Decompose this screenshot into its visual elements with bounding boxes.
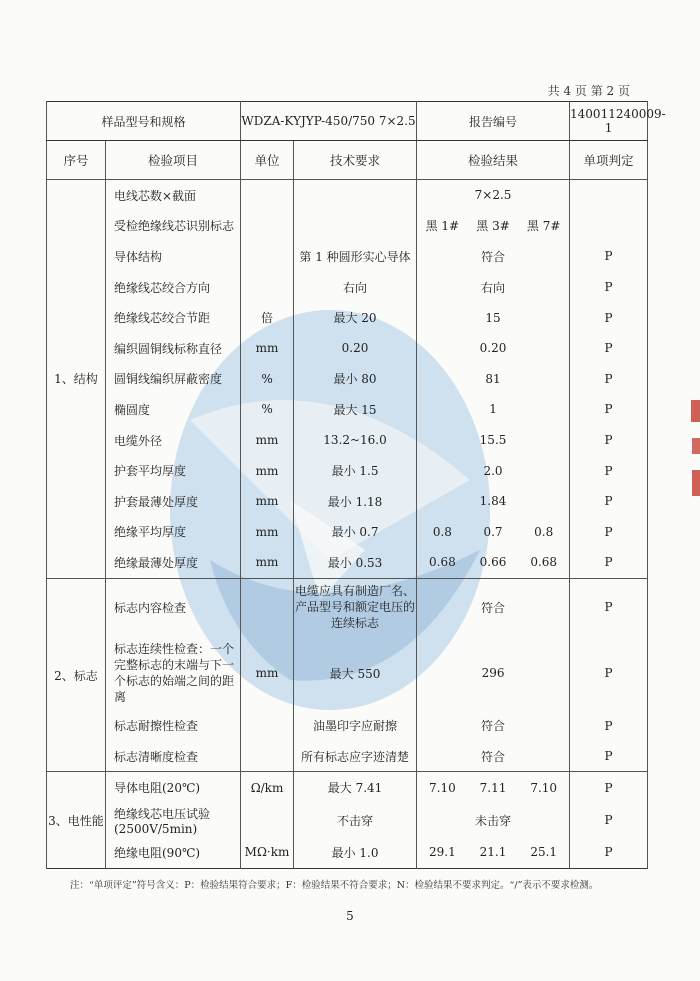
col-item: 检验项目 bbox=[106, 141, 241, 180]
result-value: 黑 3# bbox=[476, 219, 510, 234]
table-row bbox=[47, 803, 648, 837]
unit-cell bbox=[241, 578, 294, 636]
result-cell: 1.84 bbox=[417, 486, 570, 517]
result-value: 黑 1# bbox=[425, 219, 460, 234]
judgement-cell: P bbox=[570, 333, 648, 364]
requirement-cell: 13.2~16.0 bbox=[294, 425, 417, 456]
table-row bbox=[47, 636, 648, 710]
inspection-item: 圆铜线编织屏蔽密度 bbox=[106, 364, 241, 395]
table-row bbox=[47, 302, 648, 333]
inspection-item: 受检绝缘线芯识别标志 bbox=[106, 211, 241, 242]
result-value: 29.1 bbox=[429, 845, 456, 860]
inspection-item: 椭圆度 bbox=[106, 394, 241, 425]
result-cell: 0.20 bbox=[417, 333, 570, 364]
judgement-cell: P bbox=[570, 241, 648, 272]
table-row bbox=[47, 425, 648, 456]
unit-cell bbox=[241, 241, 294, 272]
requirement-cell: 不击穿 bbox=[294, 803, 417, 837]
judgement-cell: P bbox=[570, 517, 648, 548]
unit-cell: mm bbox=[241, 547, 294, 578]
result-cell: 符合 bbox=[417, 710, 570, 741]
unit-cell: mm bbox=[241, 636, 294, 710]
judgement-cell: P bbox=[570, 710, 648, 741]
requirement-cell: 最小 1.5 bbox=[294, 455, 417, 486]
unit-cell: mm bbox=[241, 455, 294, 486]
requirement-cell: 最大 15 bbox=[294, 394, 417, 425]
seal-fragment bbox=[689, 400, 700, 500]
judgement-cell: P bbox=[570, 364, 648, 395]
unit-cell bbox=[241, 272, 294, 303]
result-cell: 符合 bbox=[417, 241, 570, 272]
unit-cell: % bbox=[241, 364, 294, 395]
result-value: 0.68 bbox=[530, 555, 558, 570]
unit-cell: Ω/km bbox=[241, 772, 294, 803]
result-cell: 右向 bbox=[417, 272, 570, 303]
inspection-item: 绝缘线芯绞合方向 bbox=[106, 272, 241, 303]
inspection-item: 绝缘电阻(90℃) bbox=[106, 837, 241, 868]
judgement-cell: P bbox=[570, 425, 648, 456]
section-title: 2、标志 bbox=[47, 578, 106, 772]
requirement-cell: 所有标志应字迹清楚 bbox=[294, 741, 417, 772]
table-row bbox=[47, 333, 648, 364]
table-row bbox=[47, 180, 648, 211]
judgement-cell: P bbox=[570, 837, 648, 868]
table-row bbox=[47, 486, 648, 517]
inspection-item: 标志耐擦性检查 bbox=[106, 710, 241, 741]
requirement-cell bbox=[294, 211, 417, 242]
result-value: 7.11 bbox=[479, 780, 507, 795]
table-row bbox=[47, 272, 648, 303]
inspection-item: 护套最薄处厚度 bbox=[106, 486, 241, 517]
inspection-item: 标志内容检查 bbox=[106, 578, 241, 636]
unit-cell: mm bbox=[241, 517, 294, 548]
requirement-cell: 油墨印字应耐擦 bbox=[294, 710, 417, 741]
table-row bbox=[47, 578, 648, 636]
table-row bbox=[47, 710, 648, 741]
result-cell: 15 bbox=[417, 302, 570, 333]
col-no: 序号 bbox=[47, 141, 106, 180]
requirement-cell: 最小 80 bbox=[294, 364, 417, 395]
footnote: 注：“单项评定”符号含义：P：检验结果符合要求；F：检验结果不符合要求；N：检验结果不要求判定。“/”表示不要求检测。 bbox=[70, 880, 599, 891]
judgement-cell: P bbox=[570, 578, 648, 636]
col-req: 技术要求 bbox=[294, 141, 417, 180]
result-cell: 81 bbox=[417, 364, 570, 395]
result-cell: 296 bbox=[417, 636, 570, 710]
result-cell: 1 bbox=[417, 394, 570, 425]
result-cell: 符合 bbox=[417, 578, 570, 636]
inspection-item: 电线芯数×截面 bbox=[106, 180, 241, 211]
inspection-item: 绝缘线芯电压试验(2500V/5min) bbox=[106, 803, 241, 837]
report-label: 报告编号 bbox=[417, 102, 570, 141]
table-row bbox=[47, 364, 648, 395]
result-cell bbox=[417, 837, 570, 868]
result-value: 21.1 bbox=[479, 845, 507, 860]
col-judge: 单项判定 bbox=[570, 141, 648, 180]
judgement-cell: P bbox=[570, 302, 648, 333]
section-title: 3、电性能 bbox=[47, 772, 106, 868]
model-value: WDZA-KYJYP-450/750 7×2.5 bbox=[241, 102, 417, 141]
requirement-cell: 右向 bbox=[294, 272, 417, 303]
result-cell: 符合 bbox=[417, 741, 570, 772]
result-cell: 2.0 bbox=[417, 455, 570, 486]
unit-cell bbox=[241, 180, 294, 211]
requirement-cell: 最大 550 bbox=[294, 636, 417, 710]
unit-cell bbox=[241, 741, 294, 772]
table-row bbox=[47, 741, 648, 772]
result-cell bbox=[417, 772, 570, 803]
unit-cell: 倍 bbox=[241, 302, 294, 333]
page-info: 共 4 页 第 2 页 bbox=[547, 84, 630, 98]
table-row bbox=[47, 394, 648, 425]
judgement-cell: P bbox=[570, 741, 648, 772]
col-unit: 单位 bbox=[241, 141, 294, 180]
result-value: 7.10 bbox=[429, 780, 456, 795]
result-value: 黑 7# bbox=[526, 219, 561, 234]
judgement-cell bbox=[570, 180, 648, 211]
result-cell: 未击穿 bbox=[417, 803, 570, 837]
result-cell bbox=[417, 211, 570, 242]
report-value: 140011240009-1 bbox=[570, 102, 648, 141]
judgement-cell: P bbox=[570, 394, 648, 425]
unit-cell: mm bbox=[241, 333, 294, 364]
result-value: 25.1 bbox=[530, 845, 558, 860]
requirement-cell: 0.20 bbox=[294, 333, 417, 364]
judgement-cell: P bbox=[570, 272, 648, 303]
requirement-cell: 最大 7.41 bbox=[294, 772, 417, 803]
result-cell bbox=[417, 547, 570, 578]
judgement-cell: P bbox=[570, 772, 648, 803]
result-cell: 15.5 bbox=[417, 425, 570, 456]
model-label: 样品型号和规格 bbox=[47, 102, 241, 141]
unit-cell: MΩ·km bbox=[241, 837, 294, 868]
inspection-item: 绝缘最薄处厚度 bbox=[106, 547, 241, 578]
result-value: 0.8 bbox=[432, 524, 452, 539]
judgement-cell: P bbox=[570, 486, 648, 517]
table-row bbox=[47, 211, 648, 242]
requirement-cell: 最小 0.53 bbox=[294, 547, 417, 578]
inspection-item: 绝缘平均厚度 bbox=[106, 517, 241, 548]
judgement-cell: P bbox=[570, 455, 648, 486]
unit-cell: mm bbox=[241, 425, 294, 456]
unit-cell bbox=[241, 710, 294, 741]
requirement-cell: 最小 0.7 bbox=[294, 517, 417, 548]
inspection-table bbox=[46, 101, 666, 869]
judgement-cell: P bbox=[570, 636, 648, 710]
inspection-item: 编织圆铜线标称直径 bbox=[106, 333, 241, 364]
result-value: 0.7 bbox=[483, 524, 503, 539]
requirement-cell: 第 1 种圆形实心导体 bbox=[294, 241, 417, 272]
requirement-cell bbox=[294, 180, 417, 211]
unit-cell: mm bbox=[241, 486, 294, 517]
inspection-item: 电缆外径 bbox=[106, 425, 241, 456]
judgement-cell bbox=[570, 211, 648, 242]
inspection-item: 标志清晰度检查 bbox=[106, 741, 241, 772]
result-value: 0.8 bbox=[534, 524, 554, 539]
table-body bbox=[47, 180, 648, 869]
requirement-cell: 最小 1.18 bbox=[294, 486, 417, 517]
inspection-item: 绝缘线芯绞合节距 bbox=[106, 302, 241, 333]
result-cell: 7×2.5 bbox=[417, 180, 570, 211]
result-cell bbox=[417, 517, 570, 548]
table-row bbox=[47, 517, 648, 548]
page-number: 5 bbox=[346, 909, 354, 923]
judgement-cell: P bbox=[570, 547, 648, 578]
inspection-item: 护套平均厚度 bbox=[106, 455, 241, 486]
inspection-item: 标志连续性检查：一个完整标志的末端与下一个标志的始端之间的距离 bbox=[106, 636, 241, 710]
section-title: 1、结构 bbox=[47, 180, 106, 579]
unit-cell: % bbox=[241, 394, 294, 425]
result-value: 0.66 bbox=[479, 555, 507, 570]
table-row bbox=[47, 772, 648, 803]
unit-cell bbox=[241, 211, 294, 242]
result-value: 7.10 bbox=[530, 780, 558, 795]
requirement-cell: 最大 20 bbox=[294, 302, 417, 333]
col-result: 检验结果 bbox=[417, 141, 570, 180]
inspection-item: 导体结构 bbox=[106, 241, 241, 272]
result-value: 0.68 bbox=[429, 555, 456, 570]
unit-cell bbox=[241, 803, 294, 837]
table-row bbox=[47, 455, 648, 486]
requirement-cell: 最小 1.0 bbox=[294, 837, 417, 868]
table-row bbox=[47, 241, 648, 272]
inspection-item: 导体电阻(20℃) bbox=[106, 772, 241, 803]
table-row bbox=[47, 547, 648, 578]
table-row bbox=[47, 837, 648, 868]
judgement-cell: P bbox=[570, 803, 648, 837]
requirement-cell: 电缆应具有制造厂名、产品型号和额定电压的连续标志 bbox=[294, 578, 417, 636]
